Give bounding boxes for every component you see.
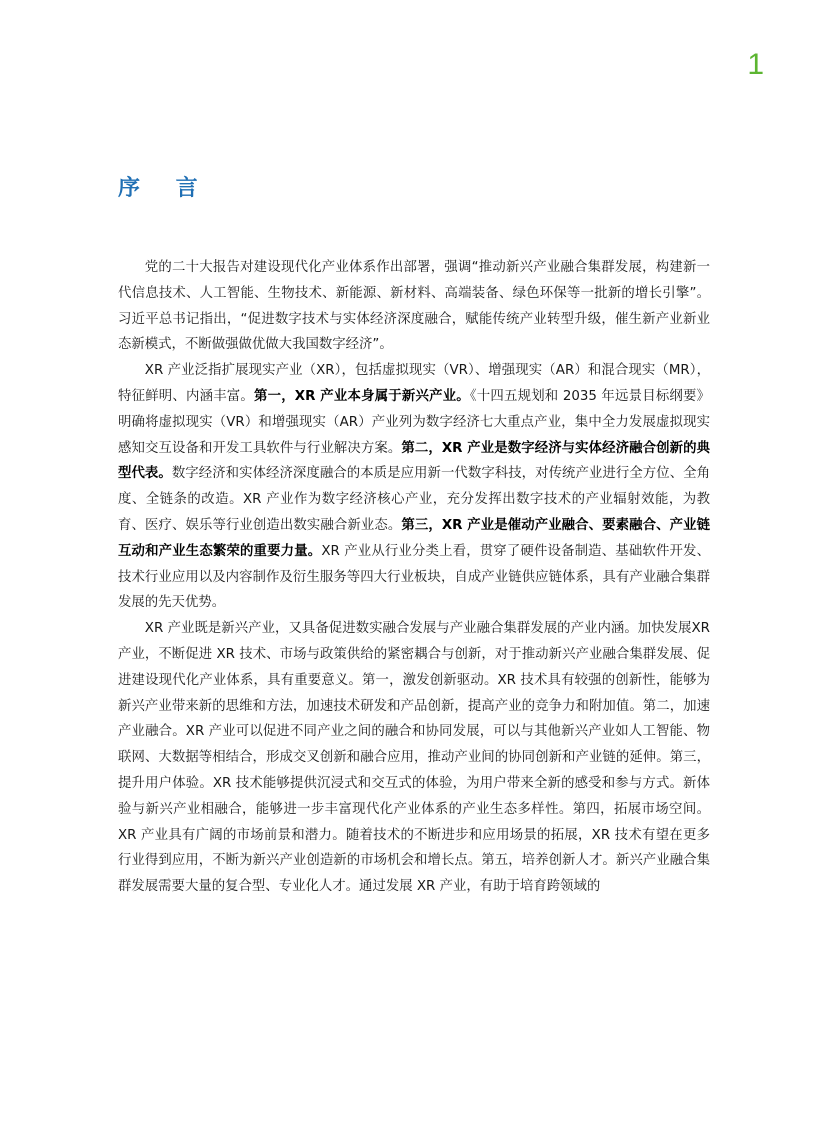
text-run: 《十四五规划和 2035 年远景目标纲要》明确将虚拟现实（VR）和增强现实（AR）产业列为数字经济七大重点产业，集中全力发展虚拟现实感知交互设备和开发工具软件与行业解决方案。 bbox=[118, 388, 711, 456]
text-run: 党的二十大报告对建设现代化产业体系作出部署，强调“推动新兴产业融合集群发展，构建新一代信息技术、人工智能、生物技术、新能源、新材料、高端装备、绿色环保等一批新的增长引擎”。习近平总书记指出，“促进数字技术与实体经济深度融合，赋能传统产业转型升级，催生新产业新业态新模式，不断做强做优做大我国数字经济”。 bbox=[118, 260, 710, 353]
preface-heading: 序 言 bbox=[118, 176, 212, 201]
bold-run: 第一，XR 产业本身属于新兴产业。 bbox=[254, 388, 470, 404]
text-run: XR 产业既是新兴产业，又具备促进数实融合发展与产业融合集群发展的产业内涵。加快发展XR 产业，不断促进 XR 技术、市场与政策供给的紧密耦合与创新，对于推动新兴产业融合集群发展、促进建设现代化产业体系，具有重要意义。第一，激发创新驱动。XR 技术具有较强的创新性，能够为新兴产业带来新的思维和方法，加速技术研发和产品创新，提高产业的竞争力和附加值。第二，加速产业融合。XR 产业可以促进不同产业之间的融合和协同发展，可以与其他新兴产业如人工智能、物联网、大数据等相结合，形成交叉创新和融合应用，推动产业间的协同创新和产业链的延伸。第三，提升用户体验。XR 技术能够提供沉浸式和交互式的体验，为用户带来全新的感受和参与方式。新体验与新兴产业相融合，能够进一步丰富现代化产业体系的产业生态多样性。第四，拓展市场空间。XR 产业具有广阔的市场前景和潜力。随着技术的不断进步和应用场景的拓展，XR 技术有望在更多行业得到应用，不断为新兴产业创造新的市场机会和增长点。第五，培养创新人才。新兴产业融合集群发展需要大量的复合型、专业化人才。通过发展 XR 产业，有助于培育跨领域的 bbox=[118, 621, 710, 895]
paragraph bbox=[118, 358, 710, 616]
preface-body bbox=[118, 255, 710, 900]
paragraph bbox=[118, 616, 710, 900]
paragraph bbox=[118, 255, 710, 358]
bold-run: 第三，XR 产业是催动产业融合、要素融合、产业链互动和产业生态繁荣的重要力量。 bbox=[118, 517, 711, 559]
bold-run: 第二，XR 产业是数字经济与实体经济融合创新的典型代表。 bbox=[118, 440, 711, 482]
text-run: 数字经济和实体经济深度融合的本质是应用新一代数字科技，对传统产业进行全方位、全角度、全链条的改造。XR 产业作为数字经济核心产业，充分发挥出数字技术的产业辐射效能，为教育、医疗、娱乐等行业创造出数实融合新业态。 bbox=[118, 466, 711, 533]
text-run: XR 产业泛指扩展现实产业（XR），包括虚拟现实（VR）、增强现实（AR）和混合现实（MR），特征鲜明、内涵丰富。 bbox=[118, 363, 710, 404]
page-number: 1 bbox=[747, 48, 764, 81]
text-run: XR 产业从行业分类上看，贯穿了硬件设备制造、基础软件开发、技术行业应用以及内容制作及衍生服务等四大行业板块，自成产业链供应链体系，具有产业融合集群发展的先天优势。 bbox=[118, 543, 711, 611]
